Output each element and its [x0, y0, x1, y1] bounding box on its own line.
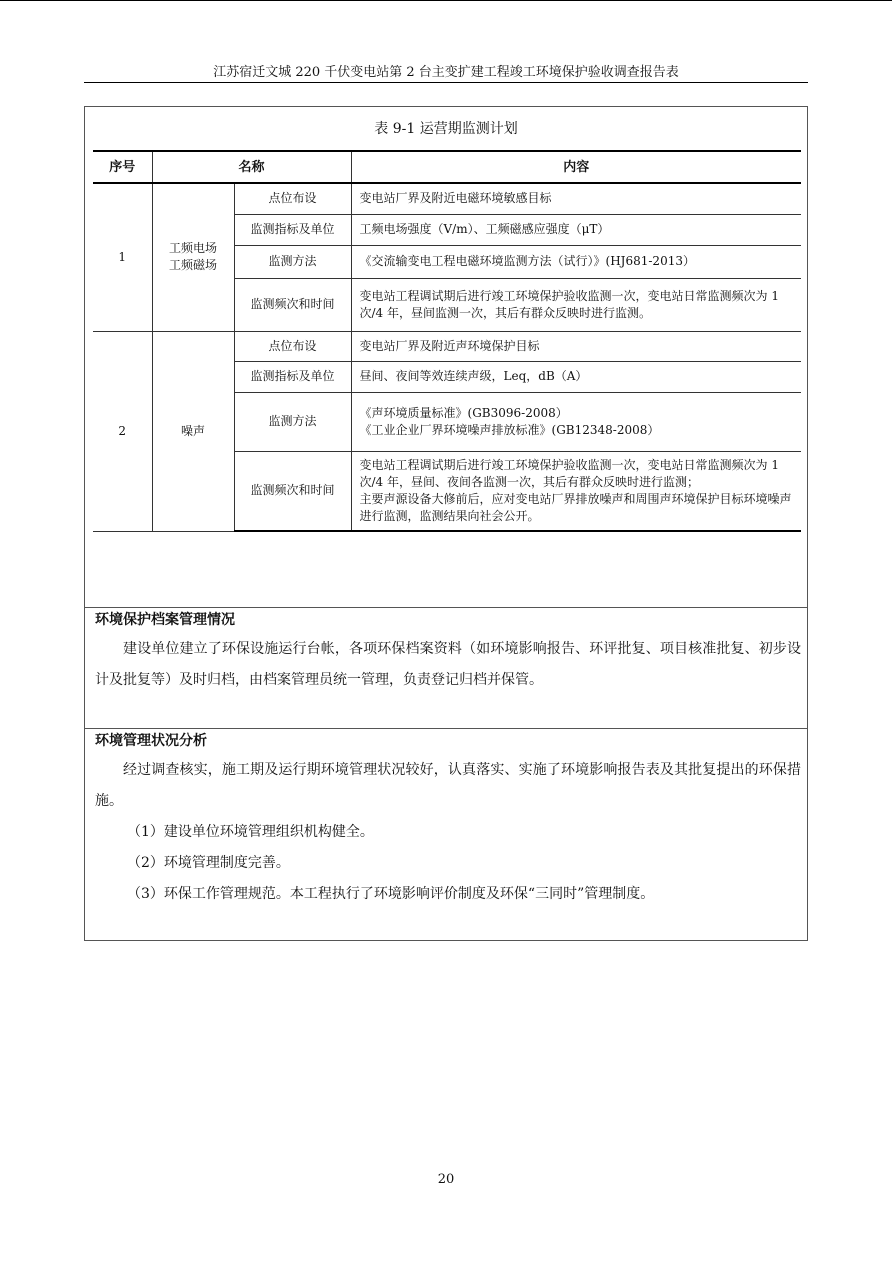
page-number: 20	[437, 1172, 455, 1187]
management-section-body	[95, 755, 801, 910]
management-item: （1）建设单位环境管理组织机构健全。	[127, 824, 374, 840]
row-content: 变电站厂界及附近电磁环境敏感目标	[351, 183, 801, 214]
monitoring-plan-table	[93, 150, 801, 532]
row-item: 监测频次和时间	[234, 278, 351, 331]
row-no: 1	[93, 183, 152, 331]
archive-paragraph: 建设单位建立了环保设施运行台帐，各项环保档案资料（如环境影响报告、环评批复、项目核准批复、初步设计及批复等）及时归档，由档案管理员统一管理，负责登记归档并保管。	[95, 641, 801, 688]
archive-section-body	[95, 634, 801, 696]
content-line: 《声环境质量标准》(GB3096-2008）	[359, 405, 568, 420]
table-header-row	[93, 151, 801, 183]
section-divider	[85, 607, 807, 608]
header-name: 名称	[152, 151, 351, 183]
row-content: 变电站厂界及附近声环境保护目标	[351, 331, 801, 361]
row-item: 监测指标及单位	[234, 214, 351, 245]
management-section-title: 环境管理状况分析	[95, 733, 207, 749]
top-border	[0, 0, 892, 1]
header-no: 序号	[93, 151, 152, 183]
row-content: 昼间、夜间等效连续声级，Leq，dB（A）	[351, 361, 801, 392]
row-content	[351, 451, 801, 531]
section-divider	[85, 728, 807, 729]
header-content: 内容	[351, 151, 801, 183]
row-name	[152, 183, 234, 331]
row-content: 变电站工程调试期后进行竣工环境保护验收监测一次，变电站日常监测频次为 1 次/4 年，昼间监测一次，其后有群众反映时进行监测。	[351, 278, 801, 331]
content-line: 主要声源设备大修前后，应对变电站厂界排放噪声和周围声环境保护目标环境噪声进行监测，监测结果向社会公开。	[359, 491, 792, 523]
row-name-line: 工频电场	[168, 241, 217, 256]
row-item: 点位布设	[234, 183, 351, 214]
row-name: 噪声	[152, 331, 234, 531]
table-caption: 表 9-1 运营期监测计划	[374, 121, 518, 137]
row-content: 工频电场强度（V/m）、工频磁感应强度（μT）	[351, 214, 801, 245]
content-line: 《工业企业厂界环境噪声排放标准》(GB12348-2008）	[359, 422, 660, 437]
row-name-line: 工频磁场	[168, 258, 217, 273]
row-item: 点位布设	[234, 331, 351, 361]
management-paragraph: 经过调查核实，施工期及运行期环境管理状况较好，认真落实、实施了环境影响报告表及其批复提出的环保措施。	[95, 762, 801, 809]
table-row	[93, 331, 801, 361]
management-item: （2）环境管理制度完善。	[127, 855, 290, 871]
row-content: 《交流输变电工程电磁环境监测方法（试行）》(HJ681-2013）	[351, 245, 801, 278]
management-item: （3）环保工作管理规范。本工程执行了环境影响评价制度及环保“三同时”管理制度。	[127, 886, 655, 902]
report-frame	[84, 106, 808, 941]
row-content	[351, 392, 801, 451]
row-no: 2	[93, 331, 152, 531]
row-item: 监测方法	[234, 392, 351, 451]
row-item: 监测方法	[234, 245, 351, 278]
page-header: 江苏宿迁文城 220 千伏变电站第 2 台主变扩建工程竣工环境保护验收调查报告表	[213, 65, 679, 80]
header-rule	[84, 82, 808, 83]
content-line: 变电站工程调试期后进行竣工环境保护验收监测一次，变电站日常监测频次为 1 次/4 年，昼间、夜间各监测一次，其后有群众反映时进行监测；	[359, 457, 779, 489]
row-item: 监测指标及单位	[234, 361, 351, 392]
archive-section-title: 环境保护档案管理情况	[95, 612, 235, 628]
table-row	[93, 183, 801, 214]
row-item: 监测频次和时间	[234, 451, 351, 531]
